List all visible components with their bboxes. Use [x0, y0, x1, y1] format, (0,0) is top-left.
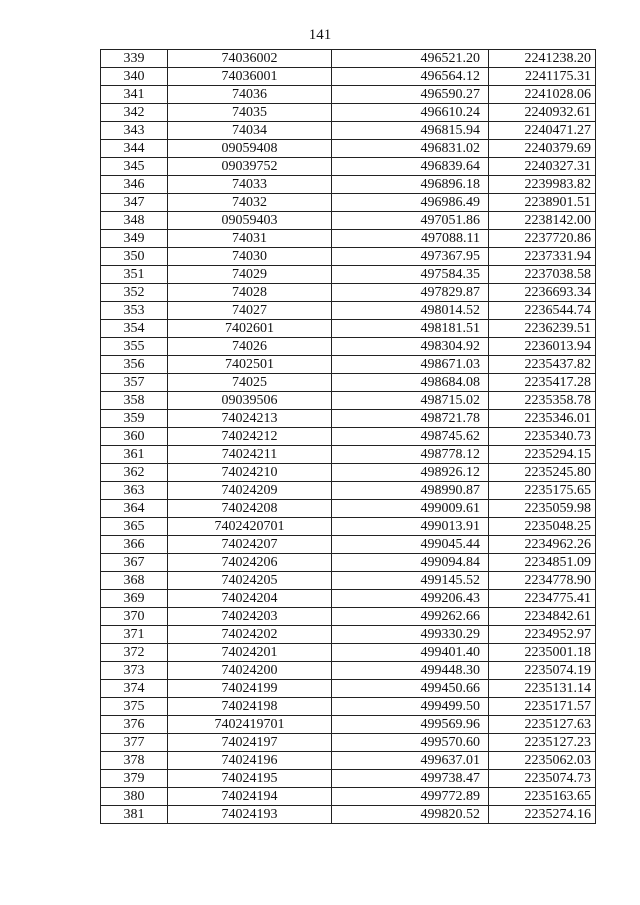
point-id-cell: 74024212 — [168, 428, 332, 446]
y-coordinate-cell: 2235417.28 — [489, 374, 596, 392]
y-coordinate-cell: 2236544.74 — [489, 302, 596, 320]
point-id-cell: 09039752 — [168, 158, 332, 176]
x-coordinate-cell: 497584.35 — [332, 266, 489, 284]
x-coordinate-cell: 498926.12 — [332, 464, 489, 482]
point-id-cell: 74036002 — [168, 50, 332, 68]
row-number-cell: 369 — [101, 590, 168, 608]
point-id-cell: 09059403 — [168, 212, 332, 230]
table-row — [101, 572, 596, 590]
y-coordinate-cell: 2240932.61 — [489, 104, 596, 122]
row-number-cell: 347 — [101, 194, 168, 212]
table-row — [101, 302, 596, 320]
point-id-cell: 74024206 — [168, 554, 332, 572]
y-coordinate-cell: 2235131.14 — [489, 680, 596, 698]
point-id-cell: 74035 — [168, 104, 332, 122]
point-id-cell: 7402420701 — [168, 518, 332, 536]
row-number-cell: 340 — [101, 68, 168, 86]
x-coordinate-cell: 498715.02 — [332, 392, 489, 410]
point-id-cell: 74026 — [168, 338, 332, 356]
y-coordinate-cell: 2235346.01 — [489, 410, 596, 428]
x-coordinate-cell: 496839.64 — [332, 158, 489, 176]
table-row — [101, 770, 596, 788]
y-coordinate-cell: 2236693.34 — [489, 284, 596, 302]
x-coordinate-cell: 496986.49 — [332, 194, 489, 212]
y-coordinate-cell: 2236013.94 — [489, 338, 596, 356]
y-coordinate-cell: 2235437.82 — [489, 356, 596, 374]
point-id-cell: 74024205 — [168, 572, 332, 590]
point-id-cell: 74032 — [168, 194, 332, 212]
table-row — [101, 518, 596, 536]
row-number-cell: 376 — [101, 716, 168, 734]
table-row — [101, 248, 596, 266]
row-number-cell: 343 — [101, 122, 168, 140]
table-row — [101, 320, 596, 338]
x-coordinate-cell: 498745.62 — [332, 428, 489, 446]
row-number-cell: 346 — [101, 176, 168, 194]
point-id-cell: 74036001 — [168, 68, 332, 86]
point-id-cell: 74024194 — [168, 788, 332, 806]
table-row — [101, 392, 596, 410]
row-number-cell: 374 — [101, 680, 168, 698]
point-id-cell: 74025 — [168, 374, 332, 392]
table-row — [101, 788, 596, 806]
point-id-cell: 7402419701 — [168, 716, 332, 734]
x-coordinate-cell: 498721.78 — [332, 410, 489, 428]
x-coordinate-cell: 498778.12 — [332, 446, 489, 464]
x-coordinate-cell: 499401.40 — [332, 644, 489, 662]
row-number-cell: 341 — [101, 86, 168, 104]
y-coordinate-cell: 2235274.16 — [489, 806, 596, 824]
point-id-cell: 74024199 — [168, 680, 332, 698]
point-id-cell: 74024203 — [168, 608, 332, 626]
y-coordinate-cell: 2234962.26 — [489, 536, 596, 554]
row-number-cell: 370 — [101, 608, 168, 626]
point-id-cell: 09039506 — [168, 392, 332, 410]
point-id-cell: 74024200 — [168, 662, 332, 680]
x-coordinate-cell: 496815.94 — [332, 122, 489, 140]
y-coordinate-cell: 2235001.18 — [489, 644, 596, 662]
y-coordinate-cell: 2237720.86 — [489, 230, 596, 248]
table-row — [101, 176, 596, 194]
x-coordinate-cell: 496610.24 — [332, 104, 489, 122]
point-id-cell: 74033 — [168, 176, 332, 194]
x-coordinate-cell: 499094.84 — [332, 554, 489, 572]
row-number-cell: 354 — [101, 320, 168, 338]
y-coordinate-cell: 2234775.41 — [489, 590, 596, 608]
x-coordinate-cell: 497051.86 — [332, 212, 489, 230]
point-id-cell: 74034 — [168, 122, 332, 140]
y-coordinate-cell: 2235062.03 — [489, 752, 596, 770]
row-number-cell: 373 — [101, 662, 168, 680]
point-id-cell: 74024198 — [168, 698, 332, 716]
y-coordinate-cell: 2241175.31 — [489, 68, 596, 86]
table-row — [101, 356, 596, 374]
table-row — [101, 806, 596, 824]
row-number-cell: 375 — [101, 698, 168, 716]
row-number-cell: 355 — [101, 338, 168, 356]
y-coordinate-cell: 2235048.25 — [489, 518, 596, 536]
table-row — [101, 680, 596, 698]
y-coordinate-cell: 2241238.20 — [489, 50, 596, 68]
x-coordinate-cell: 499499.50 — [332, 698, 489, 716]
table-row — [101, 734, 596, 752]
x-coordinate-cell: 498990.87 — [332, 482, 489, 500]
table-row — [101, 194, 596, 212]
x-coordinate-cell: 499009.61 — [332, 500, 489, 518]
y-coordinate-cell: 2235074.73 — [489, 770, 596, 788]
y-coordinate-cell: 2236239.51 — [489, 320, 596, 338]
row-number-cell: 360 — [101, 428, 168, 446]
row-number-cell: 348 — [101, 212, 168, 230]
row-number-cell: 378 — [101, 752, 168, 770]
point-id-cell: 74031 — [168, 230, 332, 248]
point-id-cell: 74024208 — [168, 500, 332, 518]
y-coordinate-cell: 2238142.00 — [489, 212, 596, 230]
x-coordinate-cell: 499013.91 — [332, 518, 489, 536]
x-coordinate-cell: 499637.01 — [332, 752, 489, 770]
point-id-cell: 74024213 — [168, 410, 332, 428]
y-coordinate-cell: 2234851.09 — [489, 554, 596, 572]
table-row — [101, 554, 596, 572]
coordinates-table — [100, 49, 596, 824]
point-id-cell: 74024204 — [168, 590, 332, 608]
x-coordinate-cell: 499450.66 — [332, 680, 489, 698]
y-coordinate-cell: 2237038.58 — [489, 266, 596, 284]
table-row — [101, 338, 596, 356]
row-number-cell: 344 — [101, 140, 168, 158]
point-id-cell: 74024193 — [168, 806, 332, 824]
x-coordinate-cell: 499262.66 — [332, 608, 489, 626]
table-row — [101, 716, 596, 734]
table-row — [101, 104, 596, 122]
point-id-cell: 74024196 — [168, 752, 332, 770]
row-number-cell: 362 — [101, 464, 168, 482]
y-coordinate-cell: 2235127.63 — [489, 716, 596, 734]
point-id-cell: 74030 — [168, 248, 332, 266]
y-coordinate-cell: 2234842.61 — [489, 608, 596, 626]
table-row — [101, 212, 596, 230]
y-coordinate-cell: 2235059.98 — [489, 500, 596, 518]
table-row — [101, 410, 596, 428]
row-number-cell: 357 — [101, 374, 168, 392]
point-id-cell: 09059408 — [168, 140, 332, 158]
point-id-cell: 74024210 — [168, 464, 332, 482]
x-coordinate-cell: 496896.18 — [332, 176, 489, 194]
table-row — [101, 500, 596, 518]
point-id-cell: 74029 — [168, 266, 332, 284]
row-number-cell: 379 — [101, 770, 168, 788]
row-number-cell: 377 — [101, 734, 168, 752]
table-row — [101, 122, 596, 140]
row-number-cell: 350 — [101, 248, 168, 266]
table-row — [101, 68, 596, 86]
x-coordinate-cell: 499569.96 — [332, 716, 489, 734]
row-number-cell: 349 — [101, 230, 168, 248]
row-number-cell: 353 — [101, 302, 168, 320]
row-number-cell: 381 — [101, 806, 168, 824]
table-row — [101, 626, 596, 644]
y-coordinate-cell: 2235340.73 — [489, 428, 596, 446]
table-row — [101, 140, 596, 158]
coordinates-table-body — [101, 50, 596, 824]
y-coordinate-cell: 2235294.15 — [489, 446, 596, 464]
y-coordinate-cell: 2234778.90 — [489, 572, 596, 590]
x-coordinate-cell: 496521.20 — [332, 50, 489, 68]
table-row — [101, 482, 596, 500]
x-coordinate-cell: 499145.52 — [332, 572, 489, 590]
row-number-cell: 371 — [101, 626, 168, 644]
table-row — [101, 50, 596, 68]
table-row — [101, 464, 596, 482]
x-coordinate-cell: 499206.43 — [332, 590, 489, 608]
point-id-cell: 74024207 — [168, 536, 332, 554]
x-coordinate-cell: 498671.03 — [332, 356, 489, 374]
x-coordinate-cell: 499330.29 — [332, 626, 489, 644]
table-row — [101, 446, 596, 464]
point-id-cell: 7402601 — [168, 320, 332, 338]
point-id-cell: 74024202 — [168, 626, 332, 644]
table-row — [101, 428, 596, 446]
row-number-cell: 358 — [101, 392, 168, 410]
x-coordinate-cell: 496590.27 — [332, 86, 489, 104]
x-coordinate-cell: 499045.44 — [332, 536, 489, 554]
point-id-cell: 74024209 — [168, 482, 332, 500]
x-coordinate-cell: 498181.51 — [332, 320, 489, 338]
row-number-cell: 345 — [101, 158, 168, 176]
row-number-cell: 361 — [101, 446, 168, 464]
x-coordinate-cell: 498304.92 — [332, 338, 489, 356]
table-row — [101, 608, 596, 626]
point-id-cell: 74027 — [168, 302, 332, 320]
x-coordinate-cell: 499820.52 — [332, 806, 489, 824]
row-number-cell: 368 — [101, 572, 168, 590]
x-coordinate-cell: 498684.08 — [332, 374, 489, 392]
y-coordinate-cell: 2235074.19 — [489, 662, 596, 680]
point-id-cell: 74024211 — [168, 446, 332, 464]
table-row — [101, 158, 596, 176]
point-id-cell: 7402501 — [168, 356, 332, 374]
y-coordinate-cell: 2238901.51 — [489, 194, 596, 212]
x-coordinate-cell: 497367.95 — [332, 248, 489, 266]
x-coordinate-cell: 499772.89 — [332, 788, 489, 806]
x-coordinate-cell: 499448.30 — [332, 662, 489, 680]
table-row — [101, 644, 596, 662]
page-number: 141 — [308, 27, 332, 43]
row-number-cell: 352 — [101, 284, 168, 302]
y-coordinate-cell: 2235358.78 — [489, 392, 596, 410]
x-coordinate-cell: 498014.52 — [332, 302, 489, 320]
x-coordinate-cell: 499738.47 — [332, 770, 489, 788]
row-number-cell: 363 — [101, 482, 168, 500]
y-coordinate-cell: 2237331.94 — [489, 248, 596, 266]
y-coordinate-cell: 2235175.65 — [489, 482, 596, 500]
y-coordinate-cell: 2235163.65 — [489, 788, 596, 806]
point-id-cell: 74028 — [168, 284, 332, 302]
x-coordinate-cell: 497829.87 — [332, 284, 489, 302]
table-row — [101, 590, 596, 608]
table-row — [101, 266, 596, 284]
row-number-cell: 359 — [101, 410, 168, 428]
table-row — [101, 284, 596, 302]
point-id-cell: 74024195 — [168, 770, 332, 788]
y-coordinate-cell: 2239983.82 — [489, 176, 596, 194]
table-row — [101, 662, 596, 680]
point-id-cell: 74036 — [168, 86, 332, 104]
x-coordinate-cell: 496564.12 — [332, 68, 489, 86]
row-number-cell: 372 — [101, 644, 168, 662]
table-row — [101, 374, 596, 392]
row-number-cell: 367 — [101, 554, 168, 572]
table-row — [101, 230, 596, 248]
row-number-cell: 365 — [101, 518, 168, 536]
row-number-cell: 380 — [101, 788, 168, 806]
table-row — [101, 698, 596, 716]
point-id-cell: 74024197 — [168, 734, 332, 752]
table-row — [101, 536, 596, 554]
y-coordinate-cell: 2240379.69 — [489, 140, 596, 158]
row-number-cell: 342 — [101, 104, 168, 122]
y-coordinate-cell: 2235245.80 — [489, 464, 596, 482]
x-coordinate-cell: 499570.60 — [332, 734, 489, 752]
y-coordinate-cell: 2234952.97 — [489, 626, 596, 644]
row-number-cell: 351 — [101, 266, 168, 284]
y-coordinate-cell: 2235171.57 — [489, 698, 596, 716]
row-number-cell: 356 — [101, 356, 168, 374]
x-coordinate-cell: 496831.02 — [332, 140, 489, 158]
row-number-cell: 364 — [101, 500, 168, 518]
table-row — [101, 86, 596, 104]
row-number-cell: 366 — [101, 536, 168, 554]
y-coordinate-cell: 2235127.23 — [489, 734, 596, 752]
table-row — [101, 752, 596, 770]
y-coordinate-cell: 2241028.06 — [489, 86, 596, 104]
y-coordinate-cell: 2240471.27 — [489, 122, 596, 140]
y-coordinate-cell: 2240327.31 — [489, 158, 596, 176]
row-number-cell: 339 — [101, 50, 168, 68]
point-id-cell: 74024201 — [168, 644, 332, 662]
x-coordinate-cell: 497088.11 — [332, 230, 489, 248]
